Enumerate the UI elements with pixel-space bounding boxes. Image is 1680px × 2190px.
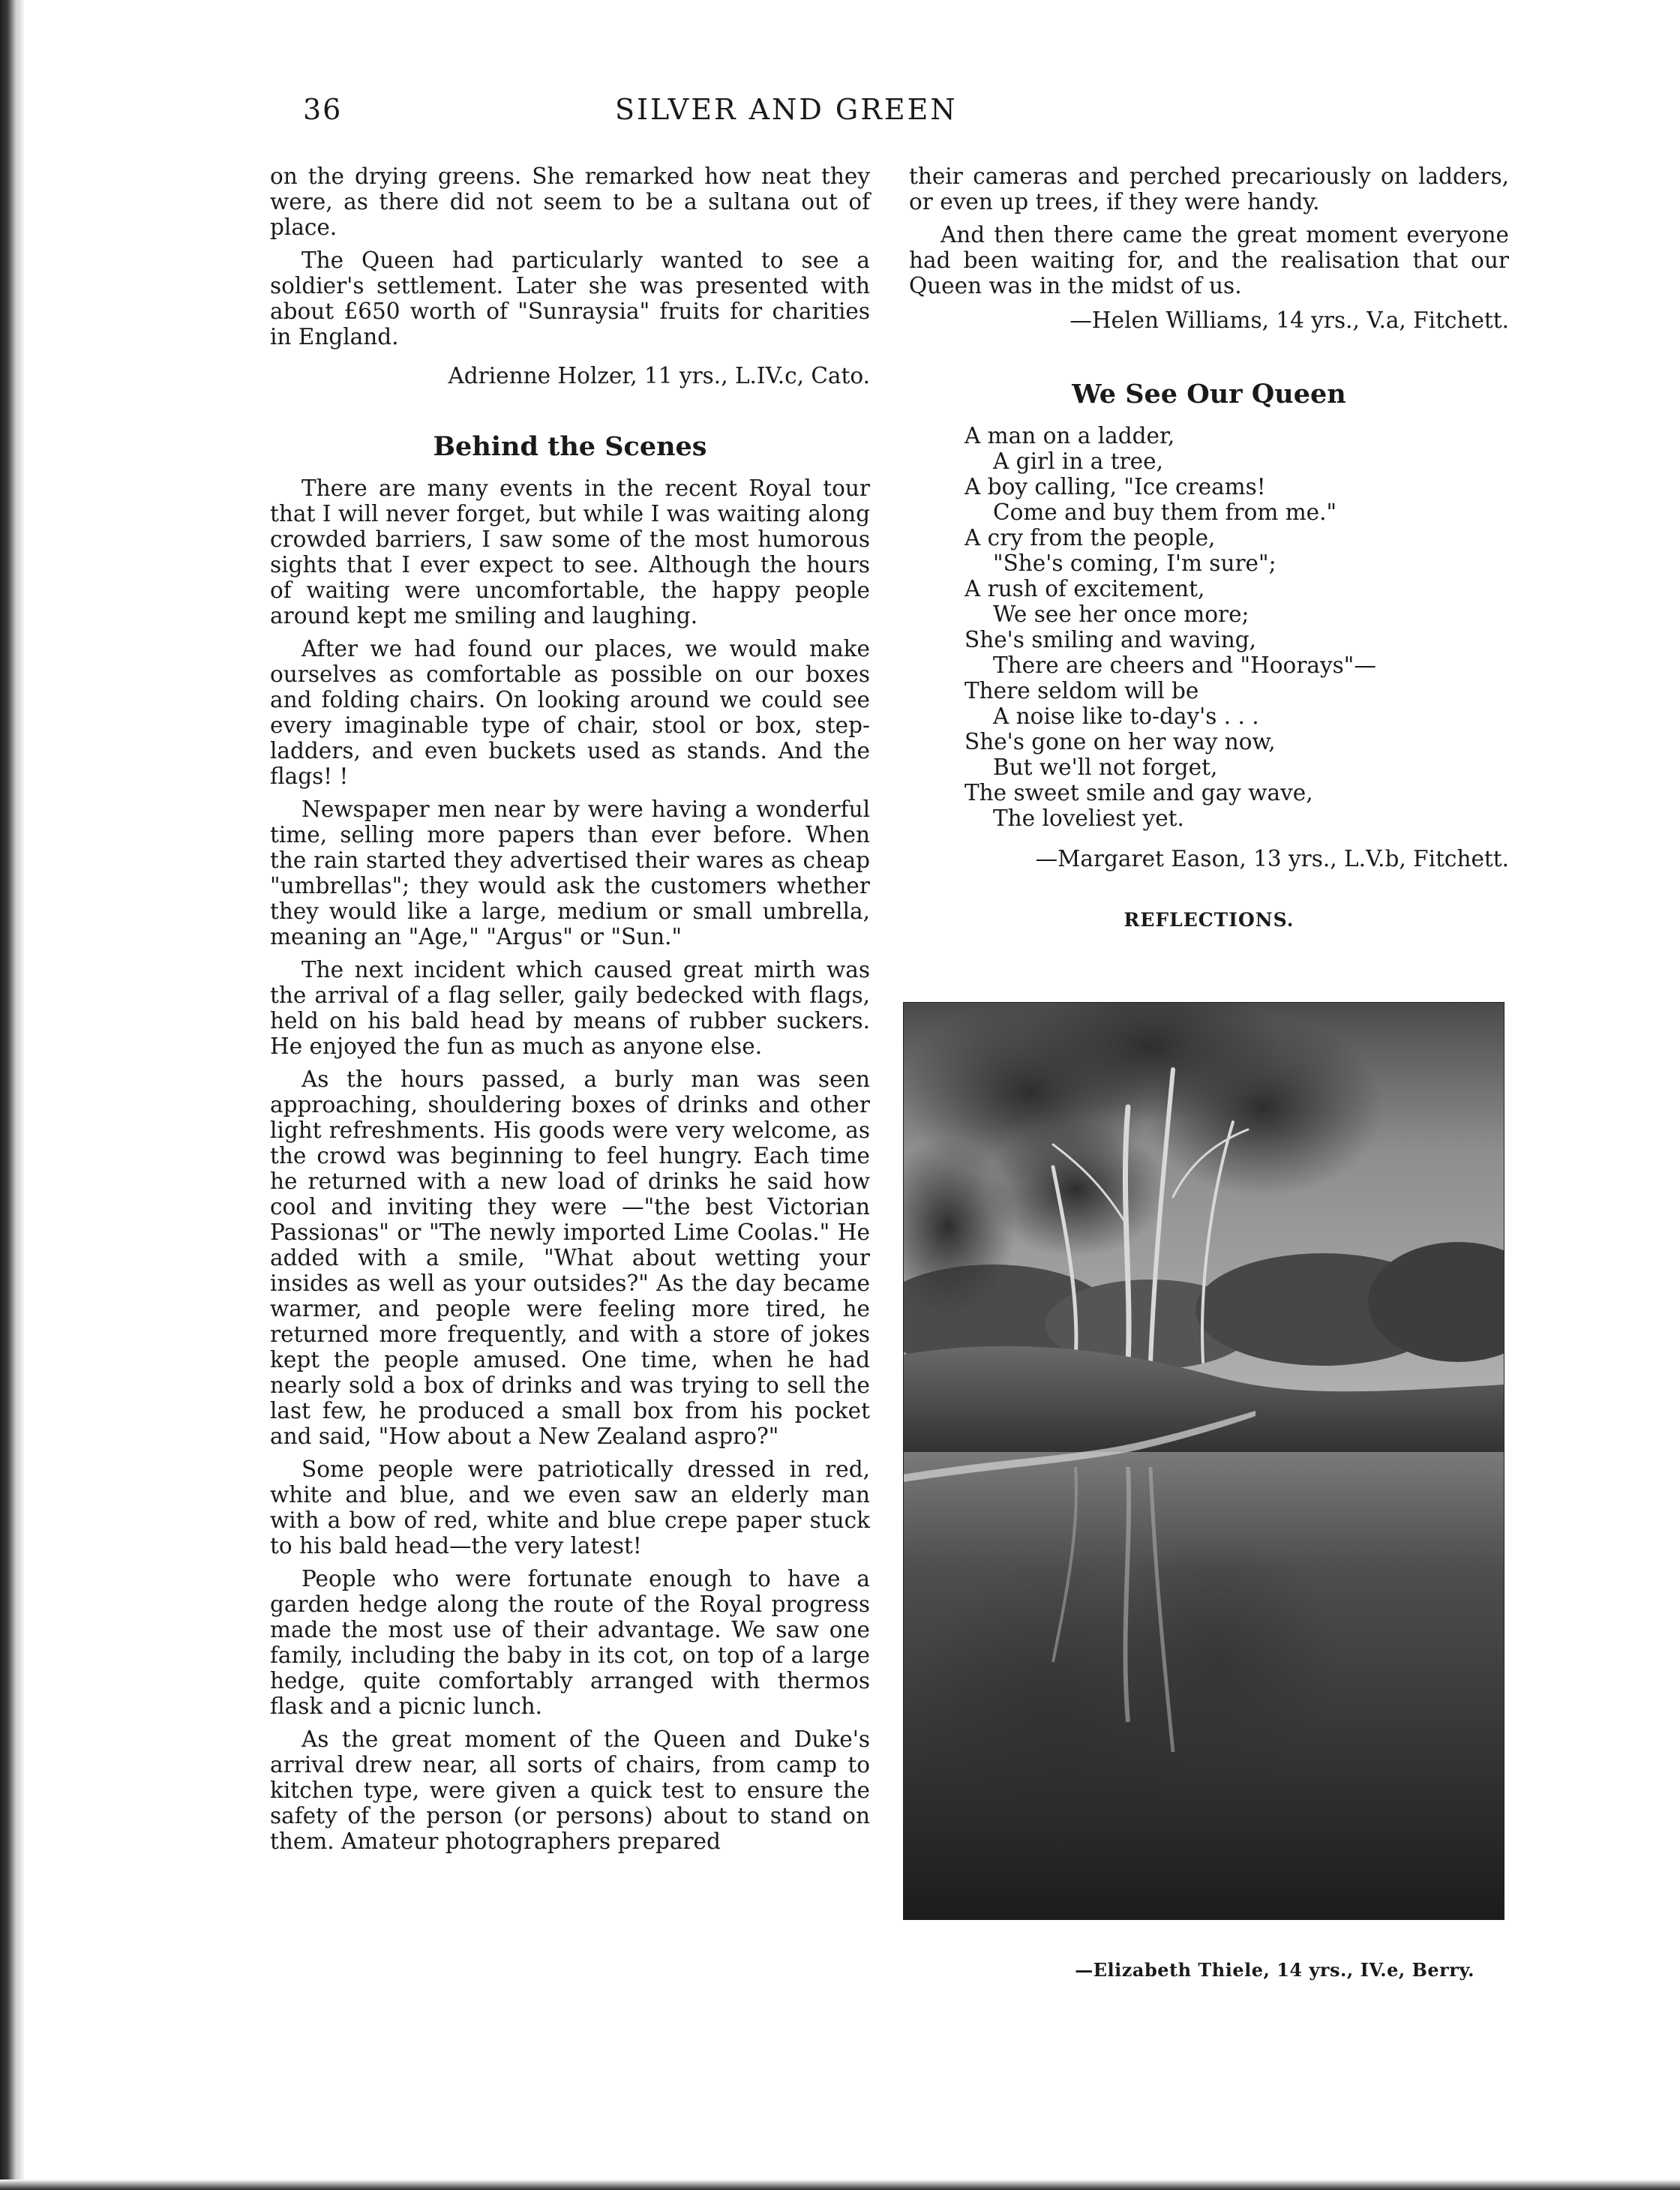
poem-line: Come and buy them from me.": [993, 500, 1337, 525]
intro-paragraph: The Queen had particularly wanted to see a soldier's settlement. Later she was presented with about £650 worth of "Sunraysia" fruits for charities in England.: [270, 248, 870, 350]
right-column: [909, 164, 1509, 933]
left-column: [270, 164, 870, 1862]
page-number: 36: [303, 93, 343, 126]
poem: [964, 423, 1509, 831]
poem-line: The sweet smile and gay wave,: [964, 780, 1313, 806]
page-gutter-shadow: [16, 0, 24, 2190]
poem-line: A man on a ladder,: [964, 423, 1175, 448]
page-binding-edge: [0, 0, 16, 2190]
poem-line: A cry from the people,: [964, 525, 1216, 550]
article-paragraph: The next incident which caused great mirth was the arrival of a flag seller, gaily bedecked with flags, held on his bald head by means of rubber suckers. He enjoyed the fun as much as anyone else.: [270, 957, 870, 1059]
poem-line: "She's coming, I'm sure";: [993, 550, 1276, 576]
article-paragraph: People who were fortunate enough to have a garden hedge along the route of the Royal progress made the most use of their advantage. We saw one family, including the baby in its cot, on top of a large hedge, quite comfortably arranged with thermos flask and a picnic lunch.: [270, 1566, 870, 1719]
article-paragraph: As the great moment of the Queen and Duke's arrival drew near, all sorts of chairs, from camp to kitchen type, were given a quick test to ensure the safety of the person (or persons) about to stand on them. Amateur photographers prepared: [270, 1726, 870, 1854]
article-paragraph: Newspaper men near by were having a wonderful time, selling more papers than ever before. When the rain started they advertised their wares as cheap "umbrellas"; they would ask the customers whether they would like a large, medium or small umbrella, meaning an "Age," "Argus" or "Sun.": [270, 796, 870, 950]
continued-paragraph: their cameras and perched precariously on ladders, or even up trees, if they were handy.: [909, 164, 1509, 214]
continued-paragraph: And then there came the great moment everyone had been waiting for, and the realisation that our Queen was in the midst of us.: [909, 222, 1509, 298]
intro-byline: Adrienne Holzer, 11 yrs., L.IV.c, Cato.: [448, 363, 870, 388]
poem-line: She's smiling and waving,: [964, 627, 1257, 652]
poem-line: A noise like to-day's . . .: [993, 704, 1259, 729]
poem-line: She's gone on her way now,: [964, 729, 1276, 754]
photo-credit: —Elizabeth Thiele, 14 yrs., IV.e, Berry.: [1075, 1959, 1474, 1981]
poem-line: We see her once more;: [993, 602, 1250, 627]
poem-line: There seldom will be: [964, 678, 1199, 704]
article-paragraph: There are many events in the recent Royal tour that I will never forget, but while I was waiting along crowded barriers, I saw some of the most humorous sights that I ever expect to see. Although the hours of waiting were uncomfortable, the happy people around kept me smiling and laughing.: [270, 476, 870, 628]
poem-line: A boy calling, "Ice creams!: [964, 474, 1266, 500]
article-paragraph: Some people were patriotically dressed in red, white and blue, and we even saw an elderly man with a bow of red, white and blue crepe paper stuck to his bald head—the very latest!: [270, 1456, 870, 1558]
article-paragraph: After we had found our places, we would make ourselves as comfortable as possible on our boxes and folding chairs. On looking around we could see every imaginable type of chair, stool or box, step-ladders, and even buckets used as stands. And the flags! !: [270, 636, 870, 789]
poem-title: We See Our Queen: [1072, 379, 1346, 410]
article-title: Behind the Scenes: [433, 431, 707, 462]
poem-line: There are cheers and "Hoorays"—: [993, 652, 1376, 678]
poem-line: A girl in a tree,: [993, 448, 1163, 474]
page-bottom-edge: [0, 2180, 1680, 2190]
intro-paragraph: on the drying greens. She remarked how neat they were, as there did not seem to be a sultana out of place.: [270, 164, 870, 240]
poem-line: But we'll not forget,: [993, 754, 1218, 780]
poem-line: The loveliest yet.: [993, 806, 1184, 831]
reflections-photograph: [903, 1002, 1504, 1920]
poem-line: A rush of excitement,: [964, 576, 1205, 602]
poem-byline: —Margaret Eason, 13 yrs., L.V.b, Fitchett.: [1035, 846, 1509, 872]
continued-byline: —Helen Williams, 14 yrs., V.a, Fitchett.: [1070, 308, 1509, 333]
photo-title: REFLECTIONS.: [1124, 909, 1294, 931]
running-title: SILVER AND GREEN: [615, 93, 958, 126]
article-paragraph: As the hours passed, a burly man was seen approaching, shouldering boxes of drinks and other light refreshments. His goods were very welcome, as the crowd was beginning to feel hungry. Each time he returned with a new load of drinks he said how cool and inviting they were —"the best Victorian Passionas" or "The newly imported Lime Coolas." He added with a smile, "What about wetting your insides as well as your outsides?" As the day became warmer, and people were feeling more tired, he returned more frequently, and with a store of jokes kept the people amused. One time, when he had nearly sold a box of drinks and was trying to sell the last few, he produced a small box from his pocket and said, "How about a New Zealand aspro?": [270, 1066, 870, 1449]
